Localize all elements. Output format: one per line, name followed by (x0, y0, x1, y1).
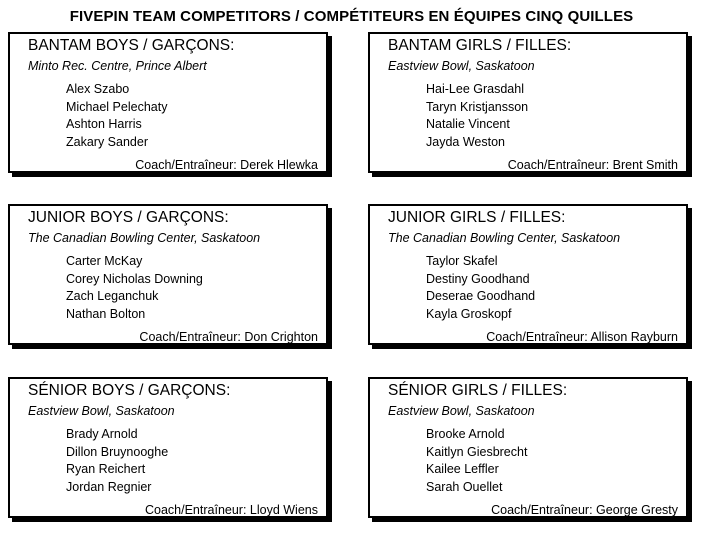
team-member: Deserae Goodhand (426, 289, 536, 303)
team-coach: Coach/Entraîneur: Lloyd Wiens (144, 503, 318, 517)
team-member: Corey Nicholas Downing (66, 271, 203, 286)
team-member-list (426, 81, 528, 151)
team-box-bantam-boys (8, 32, 328, 173)
team-member: Nathan Bolton (66, 306, 146, 321)
team-member: Brooke Arnold (426, 427, 505, 441)
team-member: Taryn Kristjansson (426, 99, 529, 114)
team-member: Brady Arnold (66, 427, 138, 441)
team-member: Taylor Skafel (426, 254, 498, 268)
team-member: Carter McKay (66, 254, 143, 268)
team-member-list (66, 81, 167, 151)
team-heading: SÉNIOR BOYS / GARÇONS: (28, 382, 231, 399)
team-member: Kayla Groskopf (426, 306, 512, 321)
team-heading: BANTAM GIRLS / FILLES: (388, 37, 572, 54)
team-member: Jordan Regnier (66, 479, 152, 494)
team-member: Jayda Weston (426, 134, 505, 149)
team-coach: Coach/Entraîneur: George Gresty (491, 503, 678, 517)
team-member: Hai-Lee Grasdahl (426, 82, 524, 96)
team-member-list (426, 253, 535, 323)
team-heading: BANTAM BOYS / GARÇONS: (28, 37, 235, 54)
team-box-junior-boys (8, 204, 328, 345)
team-member: Michael Pelechaty (66, 99, 168, 114)
team-box-senior-boys (8, 377, 328, 518)
team-coach: Coach/Entraîneur: Allison Rayburn (486, 330, 678, 344)
team-venue: Eastview Bowl, Saskatoon (388, 59, 535, 73)
team-member: Ashton Harris (66, 117, 142, 131)
team-venue: Eastview Bowl, Saskatoon (28, 404, 175, 418)
team-box-bantam-girls (368, 32, 688, 173)
team-member: Kaitlyn Giesbrecht (426, 444, 528, 459)
team-coach: Coach/Entraîneur: Derek Hlewka (135, 158, 318, 172)
team-member: Zakary Sander (66, 134, 148, 149)
team-member: Kailee Leffler (426, 462, 499, 476)
team-member: Alex Szabo (66, 82, 130, 96)
team-coach: Coach/Entraîneur: Don Crighton (139, 330, 318, 344)
team-heading: SÉNIOR GIRLS / FILLES: (388, 382, 568, 399)
team-member: Dillon Bruynooghe (66, 444, 169, 459)
team-venue: Eastview Bowl, Saskatoon (388, 404, 535, 418)
team-heading: JUNIOR BOYS / GARÇONS: (28, 209, 229, 226)
team-member: Ryan Reichert (66, 462, 146, 476)
team-member-list (66, 253, 203, 323)
team-box-senior-girls (368, 377, 688, 518)
team-coach: Coach/Entraîneur: Brent Smith (507, 158, 678, 172)
team-member: Zach Leganchuk (66, 289, 159, 303)
team-member: Destiny Goodhand (426, 271, 530, 286)
team-venue: The Canadian Bowling Center, Saskatoon (388, 231, 621, 245)
team-member-list (66, 426, 168, 496)
team-member-list (426, 426, 527, 496)
team-venue: The Canadian Bowling Center, Saskatoon (28, 231, 261, 245)
team-member: Sarah Ouellet (426, 479, 503, 494)
team-venue: Minto Rec. Centre, Prince Albert (28, 59, 207, 73)
team-member: Natalie Vincent (426, 117, 510, 131)
team-box-junior-girls (368, 204, 688, 345)
page-title: FIVEPIN TEAM COMPETITORS / COMPÉTITEURS EN ÉQUIPES CINQ QUILLES (69, 8, 634, 25)
team-heading: JUNIOR GIRLS / FILLES: (388, 209, 566, 226)
